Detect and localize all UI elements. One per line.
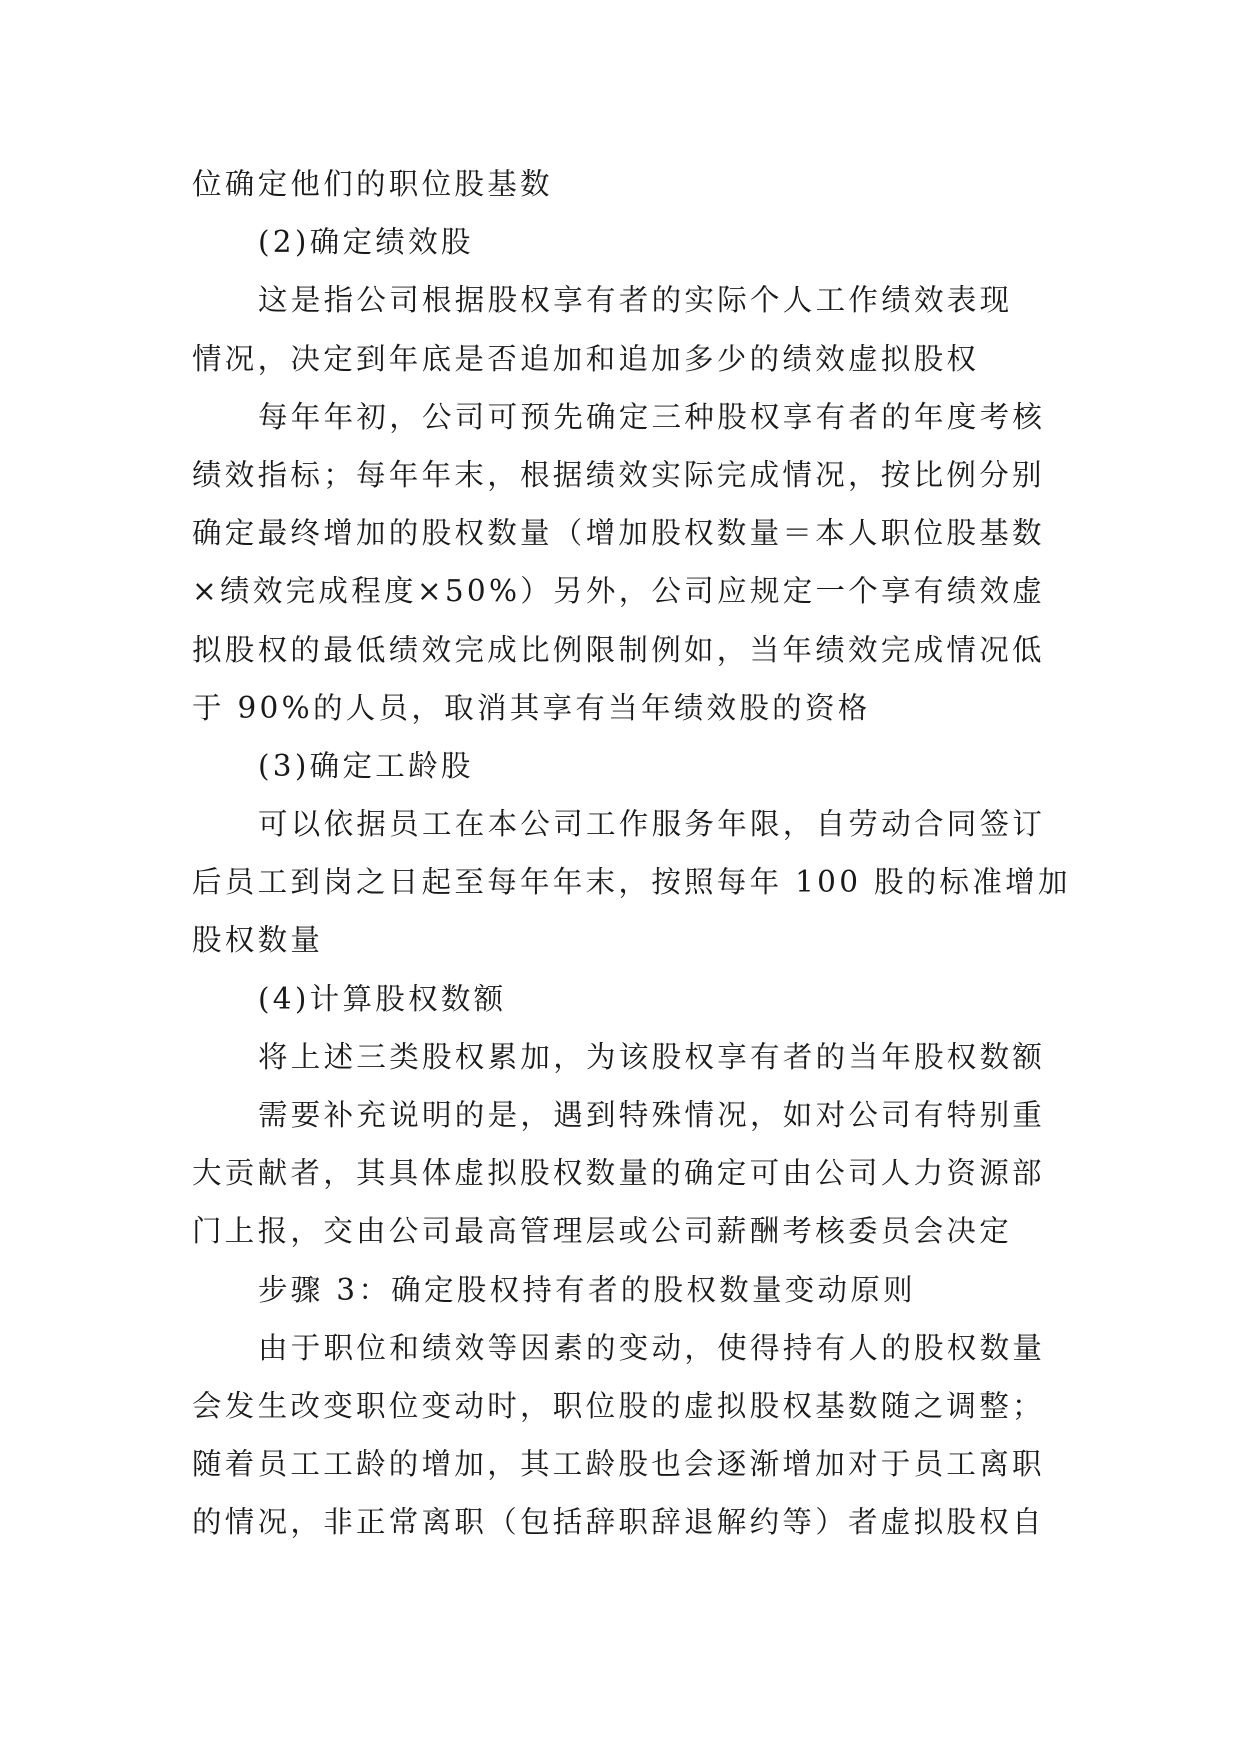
text-line: 将上述三类股权累加，为该股权享有者的当年股权数额 bbox=[258, 1039, 1046, 1074]
section-heading: (2)确定绩效股 bbox=[258, 225, 474, 260]
section-heading: (4)计算股权数额 bbox=[258, 981, 507, 1016]
text-line: 后员工到岗之日起至每年年末，按照每年 100 股的标准增加 bbox=[192, 865, 1071, 900]
step-heading: 步骤 3：确定股权持有者的股权数量变动原则 bbox=[258, 1272, 916, 1307]
text-line: 拟股权的最低绩效完成比例限制例如，当年绩效完成情况低 bbox=[192, 632, 1045, 667]
text-line: 每年年初，公司可预先确定三种股权享有者的年度考核 bbox=[258, 399, 1046, 434]
text-line: 由于职位和绩效等因素的变动，使得持有人的股权数量 bbox=[258, 1330, 1046, 1365]
text-line: ×绩效完成程度×50%）另外，公司应规定一个享有绩效虚 bbox=[192, 574, 1046, 609]
text-line: 股权数量 bbox=[192, 923, 324, 958]
document-page bbox=[192, 155, 1071, 1552]
text-line: 需要补充说明的是，遇到特殊情况，如对公司有特别重 bbox=[258, 1098, 1046, 1132]
text-line: 可以依据员工在本公司工作服务年限，自劳动合同签订 bbox=[258, 807, 1046, 842]
text-line: 会发生改变职位变动时，职位股的虚拟股权基数随之调整； bbox=[192, 1388, 1045, 1423]
text-line: 这是指公司根据股权享有者的实际个人工作绩效表现 bbox=[258, 283, 1013, 318]
text-line: 绩效指标；每年年末，根据绩效实际完成情况，按比例分别 bbox=[192, 457, 1045, 492]
text-line: 确定最终增加的股权数量（增加股权数量＝本人职位股基数 bbox=[192, 516, 1045, 551]
text-line: 门上报，交由公司最高管理层或公司薪酬考核委员会决定 bbox=[192, 1214, 1013, 1249]
text-line: 位确定他们的职位股基数 bbox=[192, 167, 553, 201]
text-line: 随着员工工龄的增加，其工龄股也会逐渐增加对于员工离职 bbox=[192, 1447, 1045, 1482]
text-line: 的情况，非正常离职（包括辞职辞退解约等）者虚拟股权自 bbox=[192, 1505, 1045, 1540]
text-line: 于 90%的人员，取消其享有当年绩效股的资格 bbox=[192, 690, 871, 725]
text-line: 大贡献者，其具体虚拟股权数量的确定可由公司人力资源部 bbox=[192, 1156, 1045, 1191]
text-line: 情况，决定到年底是否追加和追加多少的绩效虚拟股权 bbox=[192, 341, 980, 376]
section-heading: (3)确定工龄股 bbox=[258, 748, 474, 783]
